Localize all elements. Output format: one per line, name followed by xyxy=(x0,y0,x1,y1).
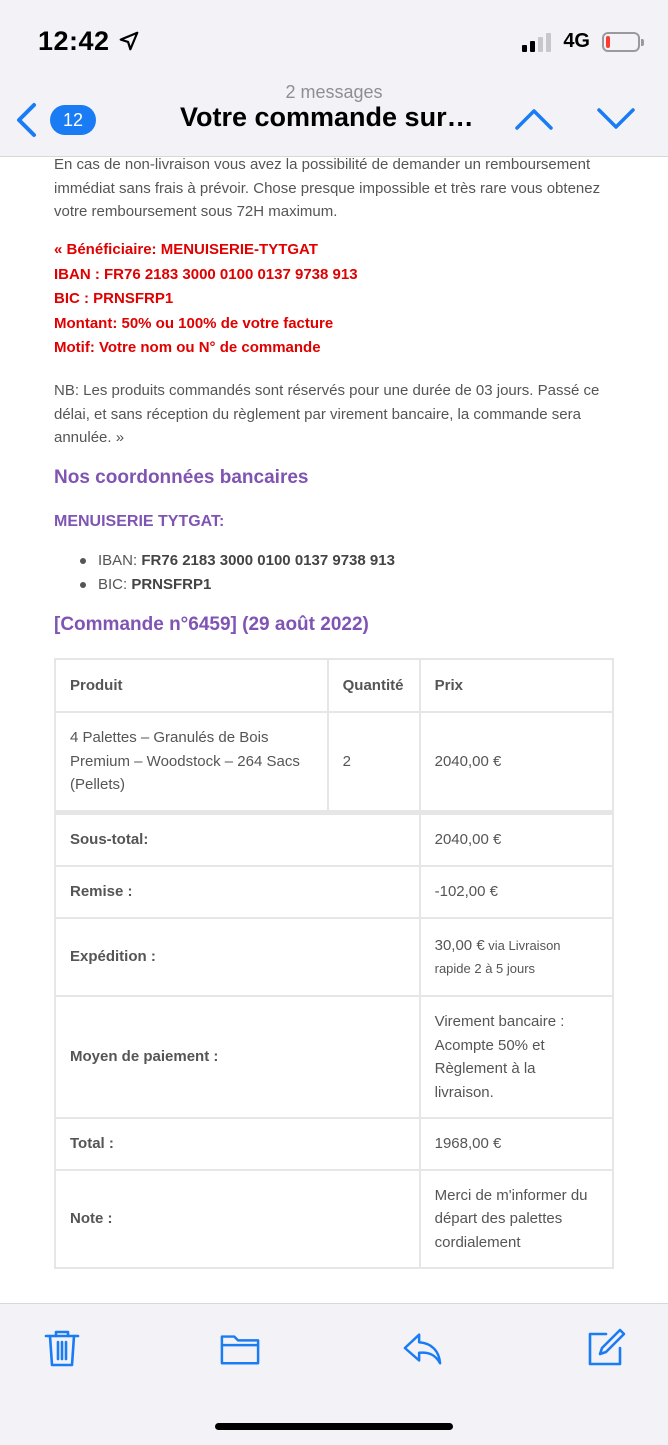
trash-icon[interactable] xyxy=(42,1328,82,1368)
note-value: Merci de m'informer du départ des palettes cordialement xyxy=(420,1170,613,1268)
subtotal-value: 2040,00 € xyxy=(420,812,613,866)
company-heading: MENUISERIE TYTGAT: xyxy=(54,513,225,530)
next-message-chevron-icon[interactable] xyxy=(596,106,636,132)
payment-method-label: Moyen de paiement : xyxy=(55,996,420,1118)
note-row xyxy=(55,1170,613,1268)
location-arrow-icon xyxy=(118,30,140,52)
subtotal-label: Sous-total: xyxy=(55,812,420,866)
mail-nav-header xyxy=(0,80,668,156)
discount-label: Remise : xyxy=(55,866,420,918)
reply-icon[interactable] xyxy=(402,1328,442,1368)
col-header-price: Prix xyxy=(420,659,613,712)
shipping-label: Expédition : xyxy=(55,918,420,996)
status-bar xyxy=(0,0,668,80)
total-row xyxy=(55,1118,613,1170)
home-indicator xyxy=(215,1423,453,1430)
shipping-method: via Livraison rapide 2 à 5 jours xyxy=(434,937,561,976)
item-quantity: 2 xyxy=(328,712,420,812)
total-label: Total : xyxy=(55,1118,420,1170)
beneficiary-line: « Bénéficiaire: MENUISERIE-TYTGAT xyxy=(54,241,318,258)
status-time: 12:42 xyxy=(38,26,110,56)
email-body xyxy=(0,156,668,1304)
shipping-row xyxy=(55,918,613,996)
order-table xyxy=(54,658,614,1269)
discount-row xyxy=(55,866,613,918)
thread-title: Votre commande sur… xyxy=(180,102,474,132)
bottom-toolbar xyxy=(0,1304,668,1445)
iban-item: IBAN: FR76 2183 3000 0100 0137 9738 913 xyxy=(80,549,395,573)
amount-line: Montant: 50% ou 100% de votre facture xyxy=(54,314,334,332)
note-label: Note : xyxy=(55,1170,420,1268)
payment-instructions xyxy=(54,238,614,361)
compose-icon[interactable] xyxy=(586,1328,626,1368)
discount-value: -102,00 € xyxy=(420,866,613,918)
subtotal-row xyxy=(55,812,613,866)
total-value: 1968,00 € xyxy=(420,1118,613,1170)
intro-paragraph: En cas de non-livraison vous avez la possibilité de demander un remboursement immédiat sans frais à prévoir. Chose presque impossible et très rare vous obtenez votre remboursement sous 72H maximum. xyxy=(54,156,601,220)
reason-line: Motif: Votre nom ou N° de commande xyxy=(54,339,321,356)
bic-item: BIC: PRNSFRP1 xyxy=(80,573,395,597)
item-price: 2040,00 € xyxy=(420,712,613,812)
item-product: 4 Palettes – Granulés de Bois Premium – Woodstock – 264 Sacs (Pellets) xyxy=(55,712,328,812)
bank-details-heading: Nos coordonnées bancaires xyxy=(54,467,309,488)
status-indicators xyxy=(522,30,640,53)
bank-details-list xyxy=(80,549,395,597)
signal-strength-icon xyxy=(522,32,551,52)
iban-line: IBAN : FR76 2183 3000 0100 0137 9738 913 xyxy=(54,265,358,283)
bic-line: BIC : PRNSFRP1 xyxy=(54,290,174,307)
col-header-product: Produit xyxy=(55,659,328,712)
nb-paragraph: NB: Les produits commandés sont réservés pour une durée de 03 jours. Passé ce délai, et sans réception du règlement par virement bancaire, la commande sera annulée. » xyxy=(54,382,600,446)
back-unread-badge[interactable]: 12 xyxy=(50,105,96,135)
order-item-row xyxy=(55,712,613,812)
shipping-value: 30,00 € xyxy=(434,936,485,954)
back-chevron-icon[interactable] xyxy=(14,102,38,138)
previous-message-chevron-icon[interactable] xyxy=(514,106,554,132)
network-type: 4G xyxy=(563,30,590,52)
shipping-cell xyxy=(420,918,613,996)
order-heading: [Commande n°6459] (29 août 2022) xyxy=(54,614,369,635)
payment-method-row xyxy=(55,996,613,1118)
thread-message-count: 2 messages xyxy=(285,82,383,102)
payment-method-value: Virement bancaire : Acompte 50% et Règlement à la livraison. xyxy=(420,996,613,1118)
folder-icon[interactable] xyxy=(220,1328,260,1368)
battery-icon xyxy=(602,32,640,52)
col-header-quantity: Quantité xyxy=(328,659,420,712)
